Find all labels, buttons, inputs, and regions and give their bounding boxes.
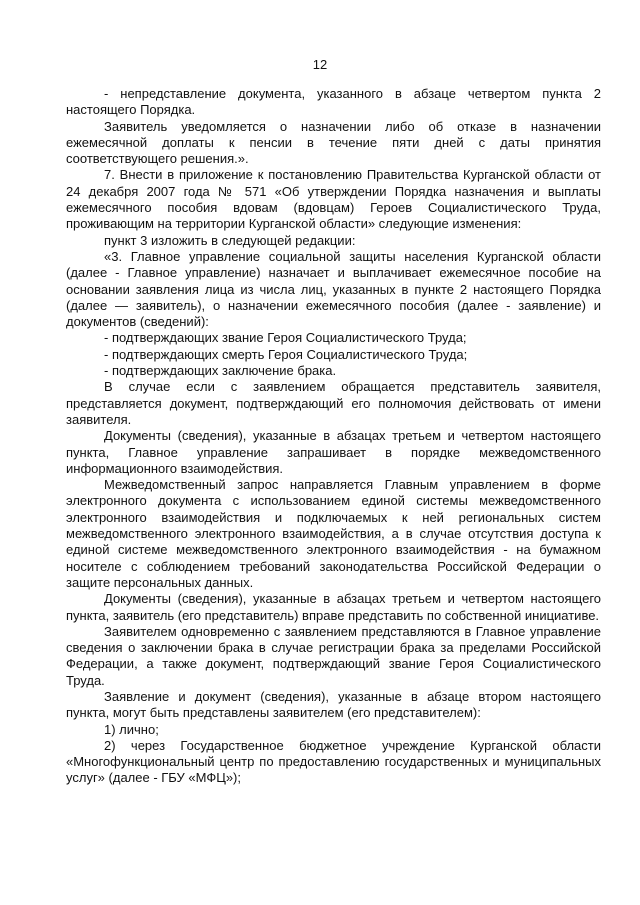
list-item-hero-death: - подтверждающих смерть Героя Социалистического Труда; bbox=[104, 346, 468, 362]
paragraph-notification: Заявитель уведомляется о назначении либо об отказе в назначении ежемесячной доплаты к пенсии в течение пяти дней с даты принятия соответствующего решения.». bbox=[66, 118, 601, 167]
paragraph-interagency-request: Межведомственный запрос направляется Главным управлением в форме электронного документа с использованием единой системы межведомственного электронного взаимодействия и подключаемых к ней региональных систем межведомственного электронного взаимодействия, а в случае отсутствия доступа к единой системе межведомственного электронного взаимодействия - на бумажном носителе с соблюдением требований законодательства Российской Федерации о защите персональных данных. bbox=[66, 477, 601, 590]
list-item-hero-title: - подтверждающих звание Героя Социалистического Труда; bbox=[104, 330, 467, 346]
paragraph-clause-3: «3. Главное управление социальной защиты населения Курганской области (далее - Главное управление) назначает и выплачивает ежемесячное пособие на основании заявления лица из числа лиц, указанных в пункте 2 настоящего Порядка (далее — заявитель), о назначении ежемесячного пособия (далее - заявление) и документов (сведений): bbox=[66, 248, 601, 330]
paragraph-item-7: 7. Внести в приложение к постановлению Правительства Курганской области от 24 декабря 2007 года № 571 «Об утверждении Порядка назначения и выплаты ежемесячного пособия вдовам (вдовцам) Героев Социалистического Труда, проживающим на территории Курганской области» следующие изменения: bbox=[66, 167, 601, 232]
paragraph-nonsubmission: - непредставление документа, указанного в абзаце четвертом пункта 2 настоящего Порядка. bbox=[66, 86, 601, 118]
paragraph-representative: В случае если с заявлением обращается представитель заявителя, представляется документ, подтверждающий его полномочия действовать от имени заявителя. bbox=[66, 379, 601, 427]
paragraph-marriage-abroad: Заявителем одновременно с заявлением представляются в Главное управление сведения о заключении брака в случае регистрации брака за пределами Российской Федерации, а также документ, подтверждающий звание Героя Социалистического Труда. bbox=[66, 623, 601, 688]
paragraph-submission-methods: Заявление и документ (сведения), указанные в абзаце втором настоящего пункта, могут быть представлены заявителем (его представителем): bbox=[66, 688, 601, 721]
paragraph-own-initiative: Документы (сведения), указанные в абзацах третьем и четвертом настоящего пункта, заявитель (его представитель) вправе представить по собственной инициативе. bbox=[66, 591, 601, 623]
list-item-in-person: 1) лично; bbox=[104, 721, 159, 737]
list-item-marriage: - подтверждающих заключение брака. bbox=[104, 363, 337, 379]
list-item-mfc: 2) через Государственное бюджетное учреждение Курганской области «Многофункциональный центр по предоставлению государственных и муниципальных услуг» (далее - ГБУ «МФЦ»); bbox=[66, 737, 601, 786]
paragraph-documents-request: Документы (сведения), указанные в абзацах третьем и четвертом настоящего пункта, Главное управление запрашивает в порядке межведомственного информационного взаимодействия. bbox=[66, 428, 601, 476]
document-body bbox=[66, 86, 601, 787]
page-number: 12 bbox=[312, 57, 328, 72]
paragraph-clause-3-intro: пункт 3 изложить в следующей редакции: bbox=[104, 232, 356, 248]
